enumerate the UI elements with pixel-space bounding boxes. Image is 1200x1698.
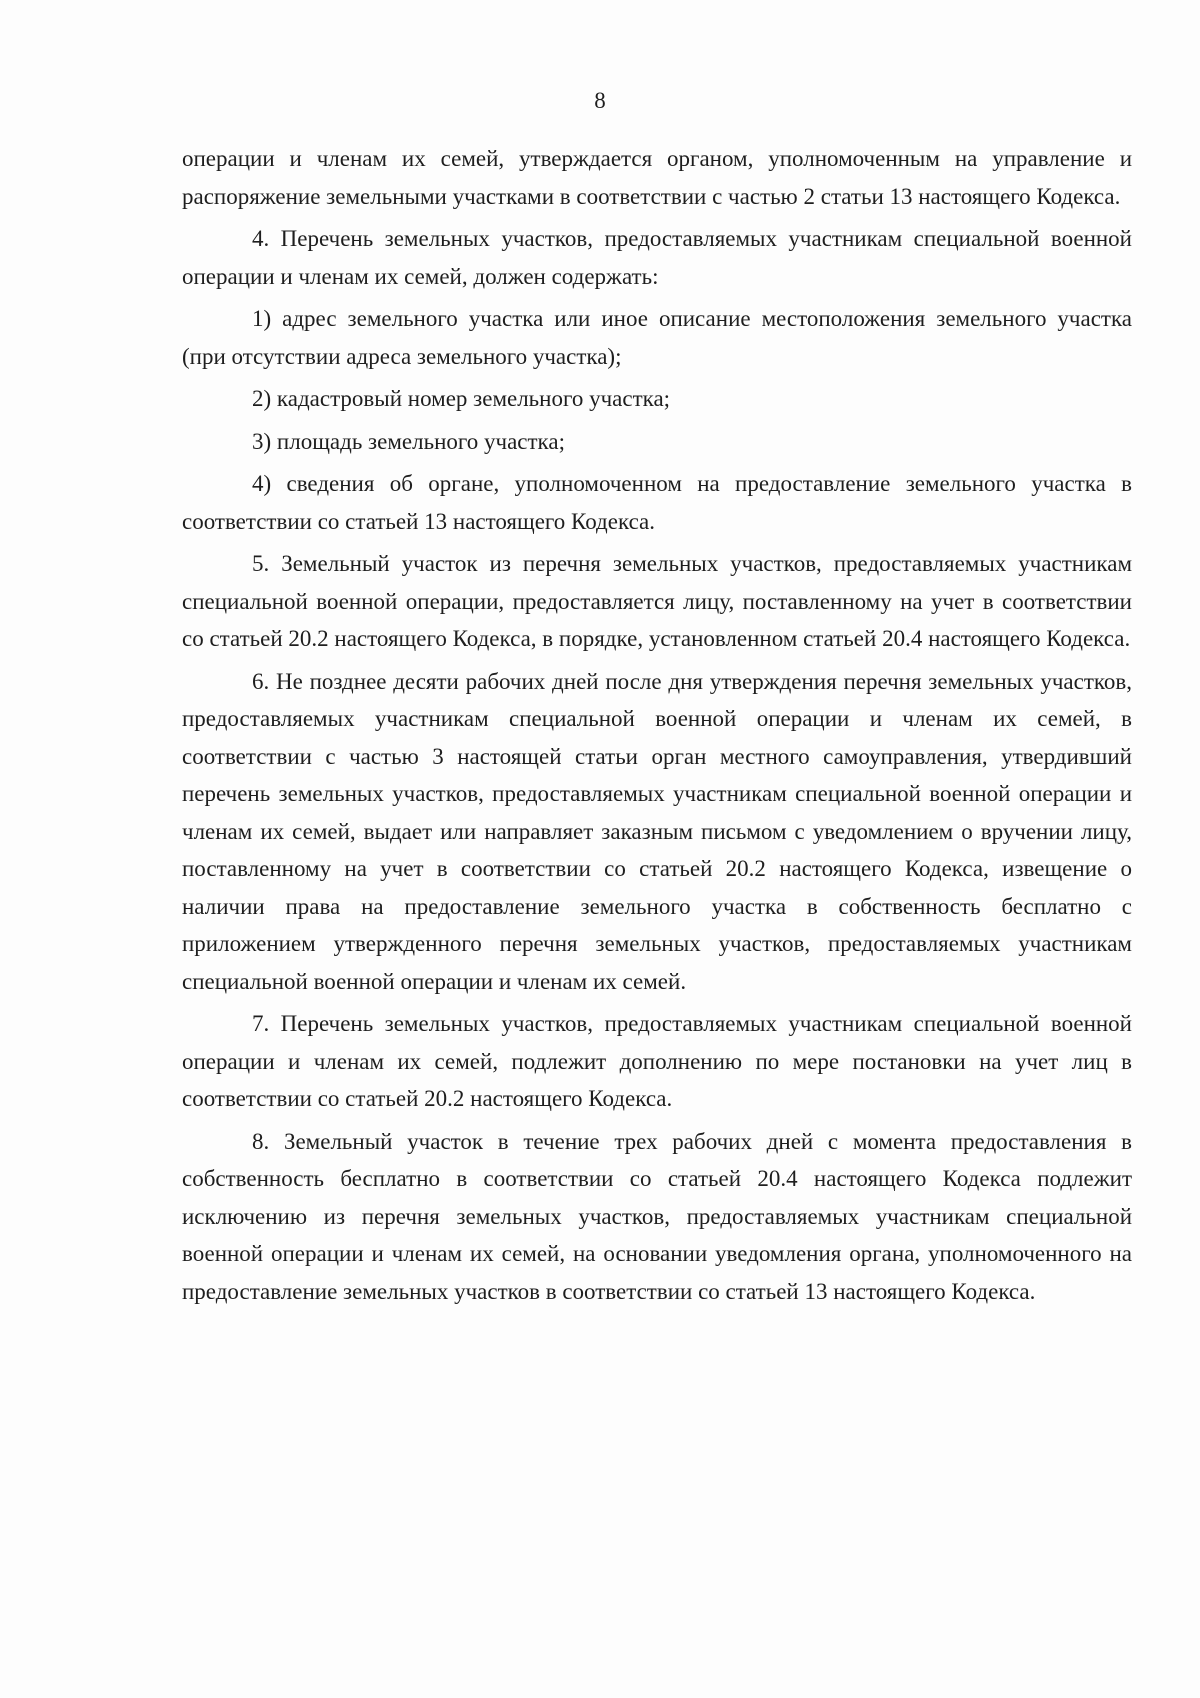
list-item-1: 1) адрес земельного участка или иное описание местоположения земельного участка (при отсутствии адреса земельного участка);	[182, 306, 1132, 369]
paragraph-7: 7. Перечень земельных участков, предоставляемых участникам специальной военной операции и членам их семей, подлежит дополнению по мере постановки на учет лиц в соответствии со статьей 20.2 настоящего Кодекса.	[182, 1011, 1132, 1111]
document-body	[182, 140, 1132, 1315]
list-item-4: 4) сведения об органе, уполномоченном на предоставление земельного участка в соответствии со статьей 13 настоящего Кодекса.	[182, 471, 1132, 534]
paragraph-continuation: операции и членам их семей, утверждается органом, уполномоченным на управление и распоряжение земельными участками в соответствии с частью 2 статьи 13 настоящего Кодекса.	[182, 146, 1132, 209]
page-number: 8	[594, 88, 606, 113]
list-item-2: 2) кадастровый номер земельного участка;	[252, 386, 671, 411]
paragraph-6: 6. Не позднее десяти рабочих дней после дня утверждения перечня земельных участков, предоставляемых участникам специальной военной операции и членам их семей, в соответствии с частью 3 настоящей статьи орган местного самоуправления, утвердивший перечень земельных участков, предоставляемых участникам специальной военной операции и членам их семей, выдает или направляет заказным письмом с уведомлением о вручении лицу, поставленному на учет в соответствии со статьей 20.2 настоящего Кодекса, извещение о наличии права на предоставление земельного участка в собственность бесплатно с приложением утвержденного перечня земельных участков, предоставляемых участникам специальной военной операции и членам их семей.	[182, 668, 1132, 994]
paragraph-8: 8. Земельный участок в течение трех рабочих дней с момента предоставления в собственность бесплатно в соответствии со статьей 20.4 настоящего Кодекса подлежит исключению из перечня земельных участков, предоставляемых участникам специальной военной операции и членам их семей, на основании уведомления органа, уполномоченного на предоставление земельных участков в соответствии со статьей 13 настоящего Кодекса.	[182, 1128, 1132, 1304]
paragraph-4: 4. Перечень земельных участков, предоставляемых участникам специальной военной операции и членам их семей, должен содержать:	[182, 226, 1132, 289]
list-item-3: 3) площадь земельного участка;	[252, 428, 565, 454]
paragraph-5: 5. Земельный участок из перечня земельных участков, предоставляемых участникам специальной военной операции, предоставляется лицу, поставленному на учет в соответствии со статьей 20.2 настоящего Кодекса, в порядке, установленном статьей 20.4 настоящего Кодекса.	[182, 551, 1132, 651]
